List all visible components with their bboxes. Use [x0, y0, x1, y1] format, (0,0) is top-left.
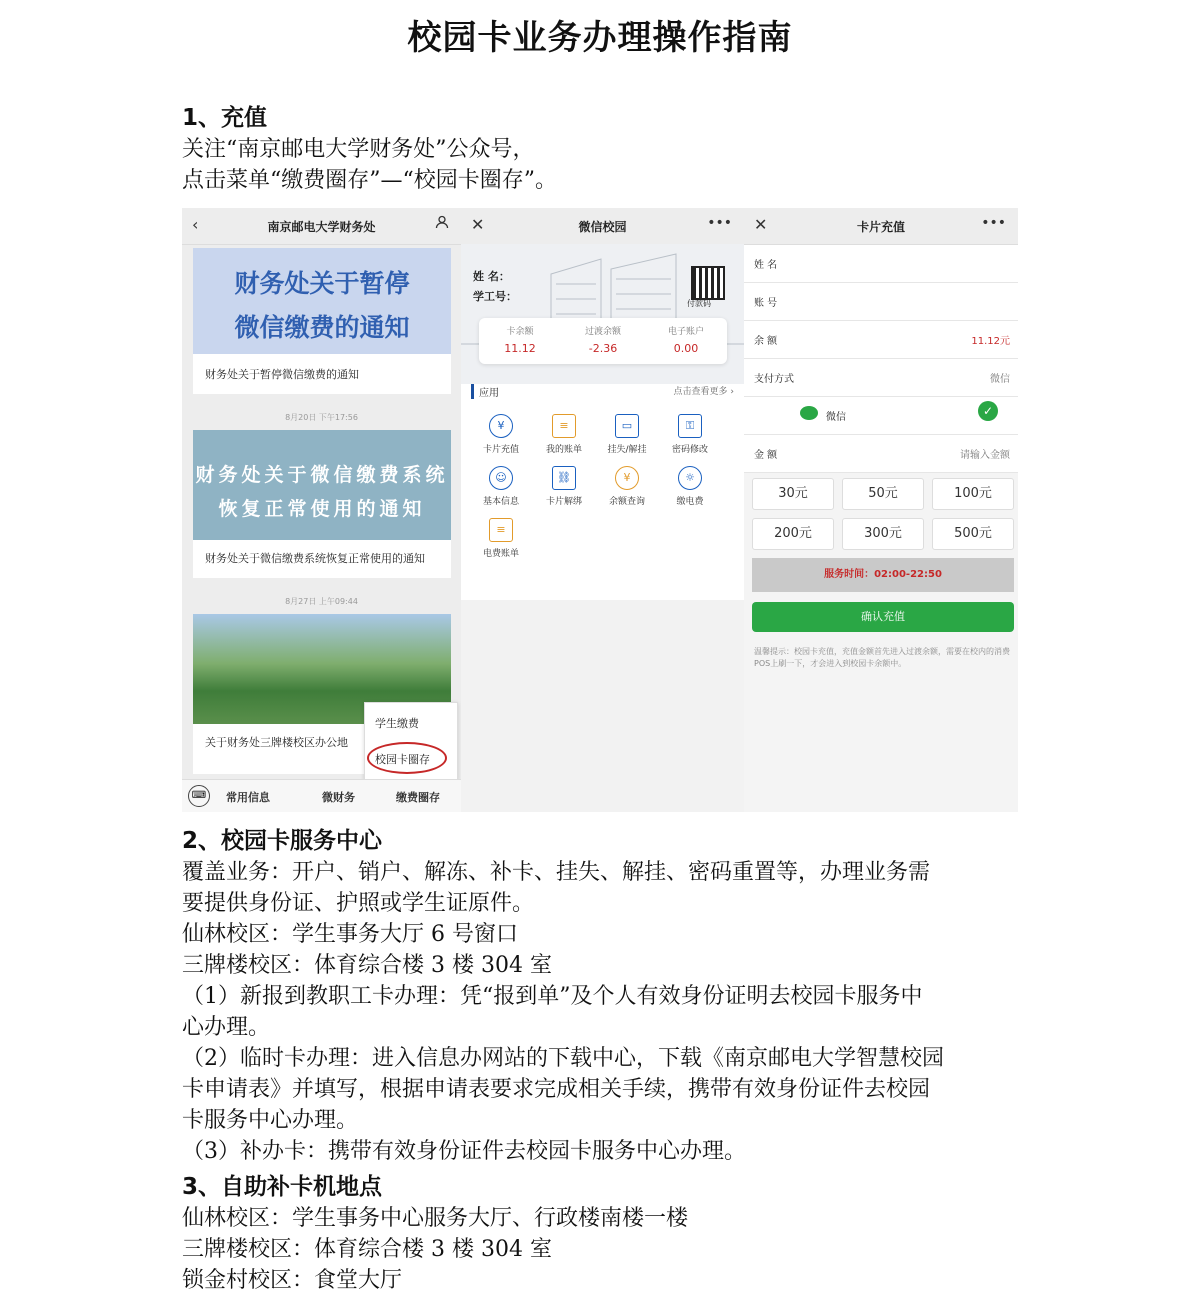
- section-2-line: （2）临时卡办理：进入信息办网站的下载中心，下载《南京邮电大学智慧校园: [182, 1046, 944, 1071]
- amount-row[interactable]: [744, 435, 1018, 473]
- balance-value: -2.36: [588, 342, 618, 355]
- balance-item: [479, 324, 561, 355]
- app-label: 卡片充值: [482, 445, 519, 455]
- id-label: 学工号：: [473, 290, 517, 303]
- row-value: 11.12元: [971, 336, 1010, 347]
- balance-value: 11.12: [504, 342, 536, 355]
- section-2-line: 三牌楼校区：体育综合楼 3 楼 304 室: [182, 953, 552, 978]
- banner-text: 财务处关于暂停: [234, 269, 410, 298]
- close-icon[interactable]: ✕: [754, 215, 768, 234]
- article-card-2[interactable]: [193, 430, 451, 578]
- balance-item: [645, 324, 727, 355]
- card-recharge-screen: [744, 208, 1018, 812]
- app-label: 基本信息: [482, 497, 519, 507]
- confirm-recharge-button[interactable]: 确认充值: [752, 602, 1014, 632]
- page-title: 校园卡业务办理操作指南: [407, 18, 793, 58]
- section-2-line: 覆盖业务：开户、销户、解冻、补卡、挂失、解挂、密码重置等，办理业务需: [182, 860, 931, 885]
- wechat-label: 微信: [826, 412, 846, 423]
- wechat-campus-screen: [461, 208, 744, 812]
- menu-item-student-payment[interactable]: 学生缴费: [375, 717, 419, 730]
- row-value: 微信: [990, 374, 1010, 385]
- app-label: 电费账单: [482, 549, 519, 559]
- s1-menu-bar: [182, 779, 461, 812]
- amount-option[interactable]: 50元: [842, 478, 924, 510]
- close-icon[interactable]: ✕: [471, 215, 485, 234]
- section-2-line: 心办理。: [182, 1015, 271, 1040]
- bill-icon: ≡: [552, 414, 576, 438]
- app-label: 挂失/解挂: [607, 445, 647, 455]
- app-electricity-bill[interactable]: [471, 518, 531, 559]
- section-3-line: 锁金村校区：食堂大厅: [182, 1268, 403, 1293]
- s2-title: 微信校园: [578, 220, 627, 234]
- more-icon[interactable]: •••: [981, 215, 1006, 231]
- timestamp: 8月27日 上午09:44: [285, 597, 358, 606]
- section-3-heading: 3、自助补卡机地点: [182, 1174, 383, 1200]
- app-electricity-fee[interactable]: [660, 466, 720, 507]
- app-label: 卡片解绑: [545, 497, 582, 507]
- app-label: 密码修改: [671, 445, 708, 455]
- keyboard-icon[interactable]: ⌨: [188, 785, 210, 807]
- info-row-balance: [744, 321, 1018, 359]
- app-label: 余额查询: [608, 497, 645, 507]
- s3-title: 卡片充值: [856, 220, 905, 234]
- balance-item: [562, 324, 644, 355]
- search-yen-icon: ¥: [615, 466, 639, 490]
- app-basic-info[interactable]: [471, 466, 531, 507]
- screenshot-composite: [182, 208, 1018, 812]
- wechat-icon: [800, 406, 818, 420]
- banner-image: [193, 430, 451, 540]
- name-label: 姓 名：: [473, 270, 510, 283]
- s2-topbar: [461, 208, 744, 245]
- app-card-recharge[interactable]: [471, 414, 531, 455]
- app-change-password[interactable]: [660, 414, 720, 455]
- article-caption: 财务处关于暂停微信缴费的通知: [205, 368, 359, 381]
- balance-label: 卡余额: [506, 327, 534, 337]
- section-2-line: 卡申请表》并填写，根据申请表要求完成相关手续，携带有效身份证件去校园: [182, 1077, 931, 1102]
- person-icon[interactable]: [435, 215, 449, 233]
- qr-code-icon[interactable]: [691, 266, 725, 300]
- info-row-name: [744, 245, 1018, 283]
- row-label: 账 号: [754, 298, 778, 309]
- section-1-line: 点击菜单“缴费圈存”—“校园卡圈存”。: [182, 168, 557, 193]
- bill-icon: ≡: [489, 518, 513, 542]
- row-label: 支付方式: [754, 374, 794, 385]
- app-balance-query[interactable]: [597, 466, 657, 507]
- menu-micro-finance[interactable]: 微财务: [322, 791, 355, 804]
- section-2-line: （3）补办卡：携带有效身份证件去校园卡服务中心办理。: [182, 1139, 746, 1164]
- row-label: 姓 名: [754, 260, 778, 271]
- balance-value: 0.00: [673, 342, 699, 355]
- balance-label: 电子账户: [667, 327, 704, 337]
- section-1-line: 关注“南京邮电大学财务处”公众号，: [182, 137, 535, 162]
- payment-option-wechat[interactable]: [744, 397, 1018, 435]
- banner-text: 恢复正常使用的通知: [218, 498, 426, 520]
- app-my-bill[interactable]: [534, 414, 594, 455]
- back-icon[interactable]: ‹: [192, 215, 199, 234]
- amount-option[interactable]: 200元: [752, 518, 834, 550]
- info-row-account: [744, 283, 1018, 321]
- amount-option[interactable]: 300元: [842, 518, 924, 550]
- lock-icon: ⚿: [678, 414, 702, 438]
- official-account-screen: [182, 208, 461, 812]
- balance-label: 过渡余额: [584, 327, 621, 337]
- person-icon: ☺: [489, 466, 513, 490]
- amount-label: 金 额: [754, 450, 778, 461]
- app-unbind-card[interactable]: [534, 466, 594, 507]
- section-2-line: 要提供身份证、护照或学生证原件。: [182, 891, 535, 916]
- info-row-payment: [744, 359, 1018, 397]
- banner-text: 微信缴费的通知: [234, 313, 410, 342]
- empty-area: [461, 600, 744, 812]
- qr-label: 付款码: [687, 299, 711, 308]
- amount-option[interactable]: 500元: [932, 518, 1014, 550]
- apps-title: 应用: [471, 384, 499, 399]
- article-card-1[interactable]: [193, 248, 451, 394]
- menu-common-info[interactable]: 常用信息: [226, 791, 270, 804]
- section-1-heading: 1、充值: [182, 105, 268, 131]
- highlight-circle: [367, 742, 447, 774]
- link-icon: ⛓: [552, 466, 576, 490]
- app-label: 我的账单: [545, 445, 582, 455]
- app-report-loss[interactable]: [597, 414, 657, 455]
- section-3-line: 三牌楼校区：体育综合楼 3 楼 304 室: [182, 1237, 552, 1262]
- s3-topbar: [744, 208, 1018, 245]
- section-2-line: （1）新报到教职工卡办理：凭“报到单”及个人有效身份证明去校园卡服务中: [182, 984, 923, 1009]
- article-caption: 财务处关于微信缴费系统恢复正常使用的通知: [205, 552, 425, 565]
- section-2: [182, 826, 1022, 1167]
- banner-image: [193, 248, 451, 354]
- section-3: [182, 1172, 1022, 1296]
- article-caption: 关于财务处三牌楼校区办公地: [205, 736, 348, 749]
- bulb-icon: ☼: [678, 466, 702, 490]
- yen-icon: ¥: [489, 414, 513, 438]
- timestamp: 8月20日 下午17:56: [285, 413, 358, 422]
- amount-option[interactable]: 30元: [752, 478, 834, 510]
- apps-more-link[interactable]: 点击查看更多 ›: [673, 387, 734, 397]
- balance-card: [479, 318, 727, 364]
- service-time-banner: 服务时间：02:00-22:50: [752, 558, 1014, 592]
- s1-topbar: [182, 208, 461, 245]
- section-3-line: 仙林校区：学生事务中心服务大厅、行政楼南楼一楼: [182, 1206, 689, 1231]
- section-1: [182, 103, 1022, 196]
- section-2-heading: 2、校园卡服务中心: [182, 828, 383, 854]
- banner-text: 财务处关于微信缴费系统: [195, 464, 449, 486]
- section-2-line: 仙林校区：学生事务大厅 6 号窗口: [182, 922, 518, 947]
- card-icon: ▭: [615, 414, 639, 438]
- tip-text: 温馨提示：校园卡充值，充值金额首先进入过渡余额，需要在校内的消费POS上刷一下，才会进入到校园卡余额中。: [754, 647, 1010, 668]
- amount-input[interactable]: 请输入金额: [960, 450, 1010, 461]
- more-icon[interactable]: •••: [707, 215, 732, 231]
- s1-title: 南京邮电大学财务处: [267, 220, 376, 234]
- app-label: 缴电费: [676, 497, 704, 507]
- menu-payment[interactable]: 缴费圈存: [396, 791, 440, 804]
- section-2-line: 卡服务中心办理。: [182, 1108, 359, 1133]
- menu-item-card-transfer[interactable]: 校园卡圈存: [375, 753, 430, 766]
- check-icon: ✓: [978, 401, 998, 421]
- amount-option[interactable]: 100元: [932, 478, 1014, 510]
- row-label: 余 额: [754, 336, 778, 347]
